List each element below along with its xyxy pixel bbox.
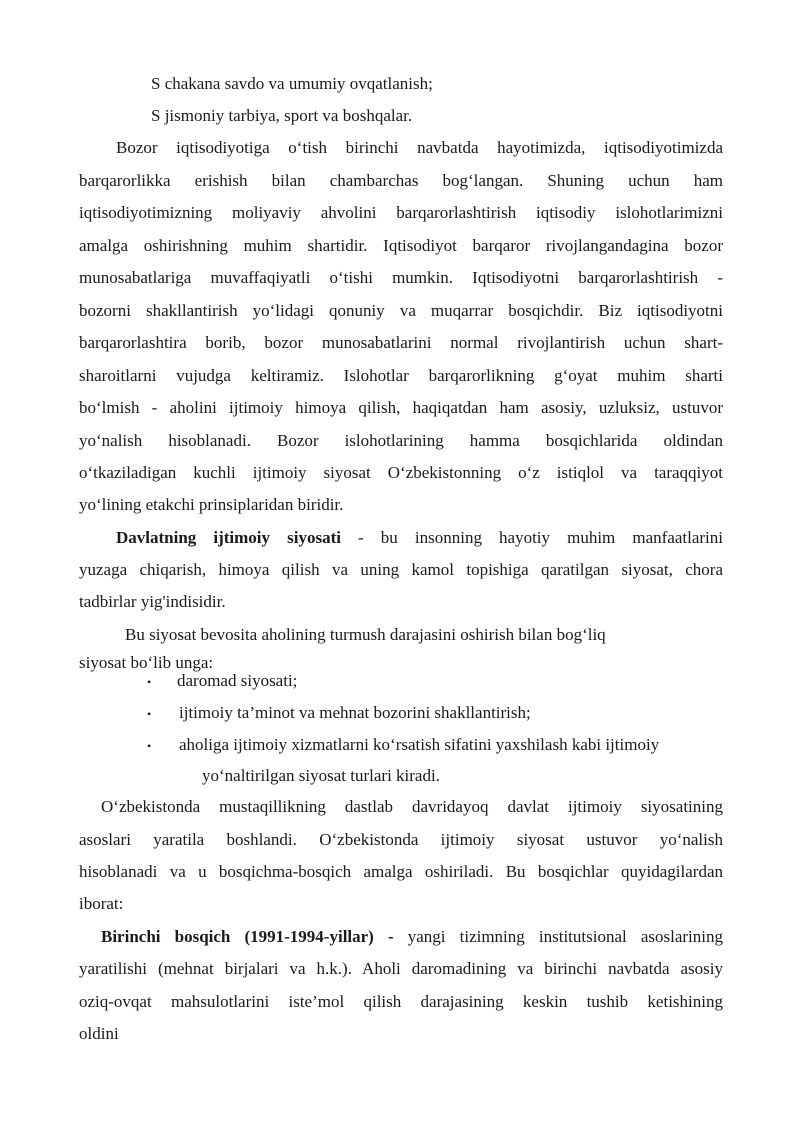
- bullet-item: daromad siyosati;: [177, 671, 298, 690]
- definition-text: - bu insonning hayotiy muhim manfaatlarini: [340, 528, 723, 547]
- bullet-icon: •: [147, 707, 152, 721]
- paragraph-line: barqarorlashtira borib, bozor munosabatlarini normal rivojlantirish uchun shart-: [79, 333, 723, 352]
- paragraph-line: amalga oshirishning muhim shartidir. Iqtisodiyot barqaror rivojlangandagina bozor: [79, 236, 723, 255]
- paragraph-line: barqarorlikka erishish bilan chambarchas bog‘langan. Shuning uchun ham: [79, 171, 723, 190]
- paragraph-line: oziq-ovqat mahsulotlarini iste’mol qilish darajasining keskin tushib ketishining: [79, 992, 723, 1011]
- paragraph-line: yo‘nalish hisoblanadi. Bozor islohotlarining hamma bosqichlarida oldindan: [79, 431, 723, 450]
- paragraph-line: bo‘lmish - aholini ijtimoiy himoya qilish, haqiqatdan ham asosiy, uzluksiz, ustuvor: [79, 398, 723, 417]
- paragraph-line: yo‘lining etakchi prinsiplaridan biridir.: [79, 495, 344, 514]
- paragraph-line: yaratilishi (mehnat birjalari va h.k.). Aholi daromadining va birinchi navbatda asosiy: [79, 959, 723, 978]
- definition-line: [116, 527, 723, 549]
- list-item: S jismoniy tarbiya, sport va boshqalar.: [151, 106, 413, 125]
- stage-line: [101, 926, 723, 948]
- paragraph-line: O‘zbekistonda mustaqillikning dastlab davridayoq davlat ijtimoiy siyosatining: [101, 797, 723, 816]
- paragraph-line: siyosat bo‘lib unga:: [79, 653, 214, 672]
- paragraph-line: iqtisodiyotimizning moliyaviy ahvolini barqarorlashtirish iqtisodiy islohotlarimizni: [79, 203, 723, 222]
- paragraph-line: yuzaga chiqarish, himoya qilish va uning kamol topishiga qaratilgan siyosat, chora: [79, 560, 723, 579]
- paragraph-line: hisoblanadi va u bosqichma-bosqich amalga oshiriladi. Bu bosqichlar quyidagilardan: [79, 862, 723, 881]
- paragraph-line: tadbirlar yig'indisidir.: [79, 592, 226, 611]
- bullet-item-continuation: yo‘naltirilgan siyosat turlari kiradi.: [202, 766, 440, 785]
- bullet-item: ijtimoiy ta’minot va mehnat bozorini shakllantirish;: [179, 703, 531, 722]
- paragraph-line: bozorni shakllantirish yo‘lidagi qonuniy va muqarrar bosqichdir. Biz iqtisodiyotni: [79, 301, 723, 320]
- paragraph-line: Bu siyosat bevosita aholining turmush darajasini oshirish bilan bog‘liq: [125, 625, 606, 644]
- paragraph-line: oldini: [79, 1024, 119, 1043]
- bullet-icon: •: [147, 739, 152, 753]
- list-item: S chakana savdo va umumiy ovqatlanish;: [151, 74, 433, 93]
- paragraph-line: Bozor iqtisodiyotiga o‘tish birinchi navbatda hayotimizda, iqtisodiyotimizda: [116, 138, 723, 157]
- bold-term: Birinchi bosqich (1991-1994-yillar) -: [101, 927, 394, 946]
- bold-term: Davlatning ijtimoiy siyosati: [116, 528, 341, 547]
- bullet-icon: •: [147, 675, 152, 689]
- paragraph-line: asoslari yaratila boshlandi. O‘zbekistonda ijtimoiy siyosat ustuvor yo‘nalish: [79, 830, 723, 849]
- paragraph-line: munosabatlariga muvaffaqiyatli o‘tishi mumkin. Iqtisodiyotni barqarorlashtirish -: [79, 268, 723, 287]
- bullet-item: aholiga ijtimoiy xizmatlarni ko‘rsatish sifatini yaxshilash kabi ijtimoiy: [179, 735, 660, 754]
- paragraph-line: o‘tkaziladigan kuchli ijtimoiy siyosat O‘zbekistonning o‘z istiqlol va taraqqiyot: [79, 463, 723, 482]
- paragraph-line: iborat:: [79, 894, 124, 913]
- paragraph-line: sharoitlarni vujudga keltiramiz. Islohotlar barqarorlikning g‘oyat muhim sharti: [79, 366, 723, 385]
- stage-text: yangi tizimning institutsional asoslarining: [393, 927, 723, 946]
